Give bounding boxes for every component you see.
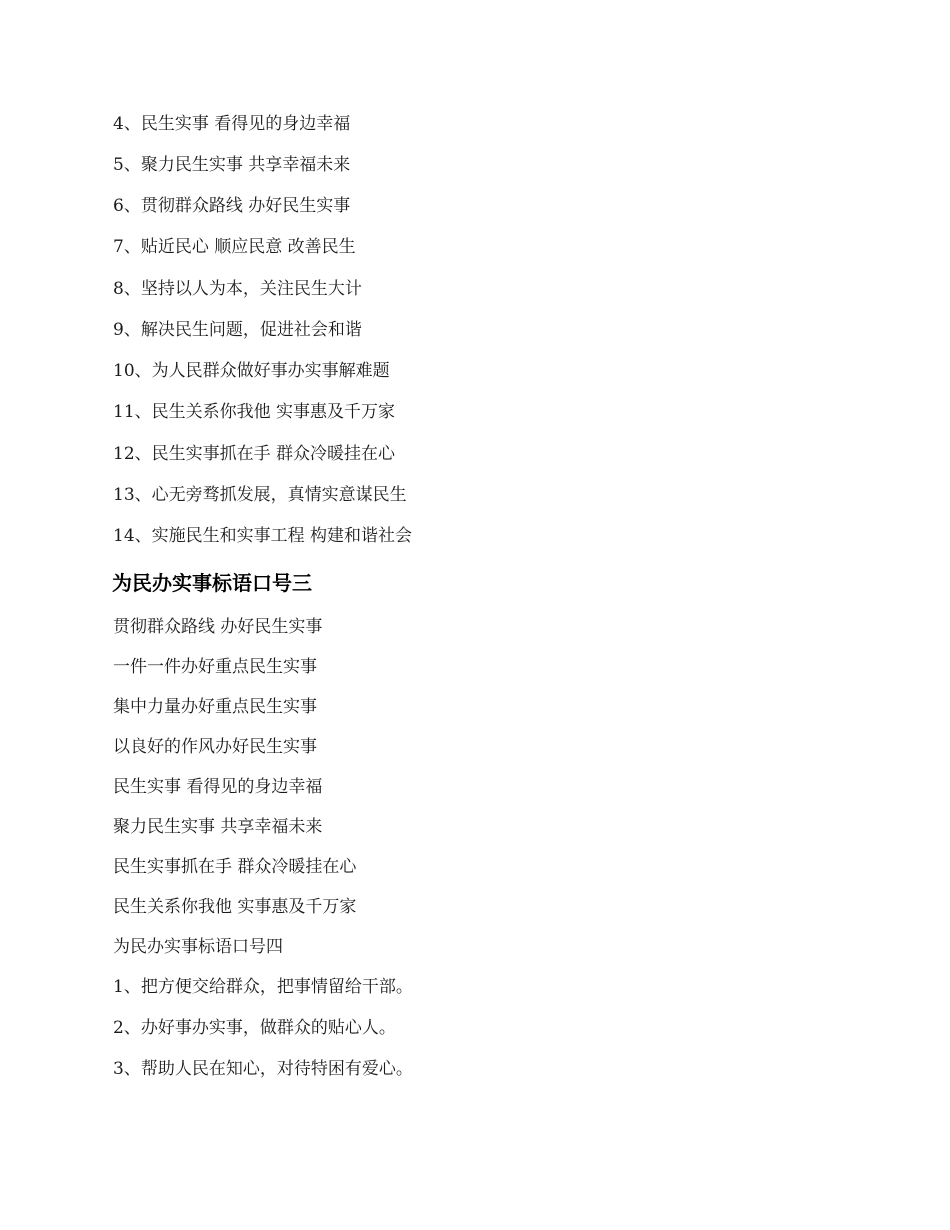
list-item: 12、民生实事抓在手 群众冷暖挂在心 xyxy=(113,444,396,464)
list-item: 4、民生实事 看得见的身边幸福 xyxy=(113,114,351,134)
list-item: 以良好的作风办好民生实事 xyxy=(113,737,317,757)
list-item: 集中力量办好重点民生实事 xyxy=(113,697,317,717)
list-item: 贯彻群众路线 办好民生实事 xyxy=(113,617,323,637)
list-item: 14、实施民生和实事工程 构建和谐社会 xyxy=(113,526,413,546)
list-item: 1、把方便交给群众，把事情留给干部。 xyxy=(113,977,413,997)
list-item: 民生实事抓在手 群众冷暖挂在心 xyxy=(113,857,357,877)
section-heading: 为民办实事标语口号三 xyxy=(112,571,312,595)
list-item: 2、办好事办实事，做群众的贴心人。 xyxy=(113,1018,396,1038)
section-title: 为民办实事标语口号四 xyxy=(113,937,283,957)
list-item: 13、心无旁骛抓发展，真情实意谋民生 xyxy=(113,485,407,505)
list-item: 8、坚持以人为本，关注民生大计 xyxy=(113,279,362,299)
list-item: 10、为人民群众做好事办实事解难题 xyxy=(113,361,390,381)
list-item: 11、民生关系你我他 实事惠及千万家 xyxy=(113,402,396,422)
list-item: 民生关系你我他 实事惠及千万家 xyxy=(113,897,357,917)
list-item: 7、贴近民心 顺应民意 改善民生 xyxy=(113,237,356,257)
list-item: 3、帮助人民在知心，对待特困有爱心。 xyxy=(113,1059,413,1079)
list-item: 6、贯彻群众路线 办好民生实事 xyxy=(113,196,351,216)
list-item: 一件一件办好重点民生实事 xyxy=(113,657,317,677)
list-item: 9、解决民生问题，促进社会和谐 xyxy=(113,320,362,340)
list-item: 5、聚力民生实事 共享幸福未来 xyxy=(113,155,351,175)
list-item: 民生实事 看得见的身边幸福 xyxy=(113,777,323,797)
list-item: 聚力民生实事 共享幸福未来 xyxy=(113,817,323,837)
